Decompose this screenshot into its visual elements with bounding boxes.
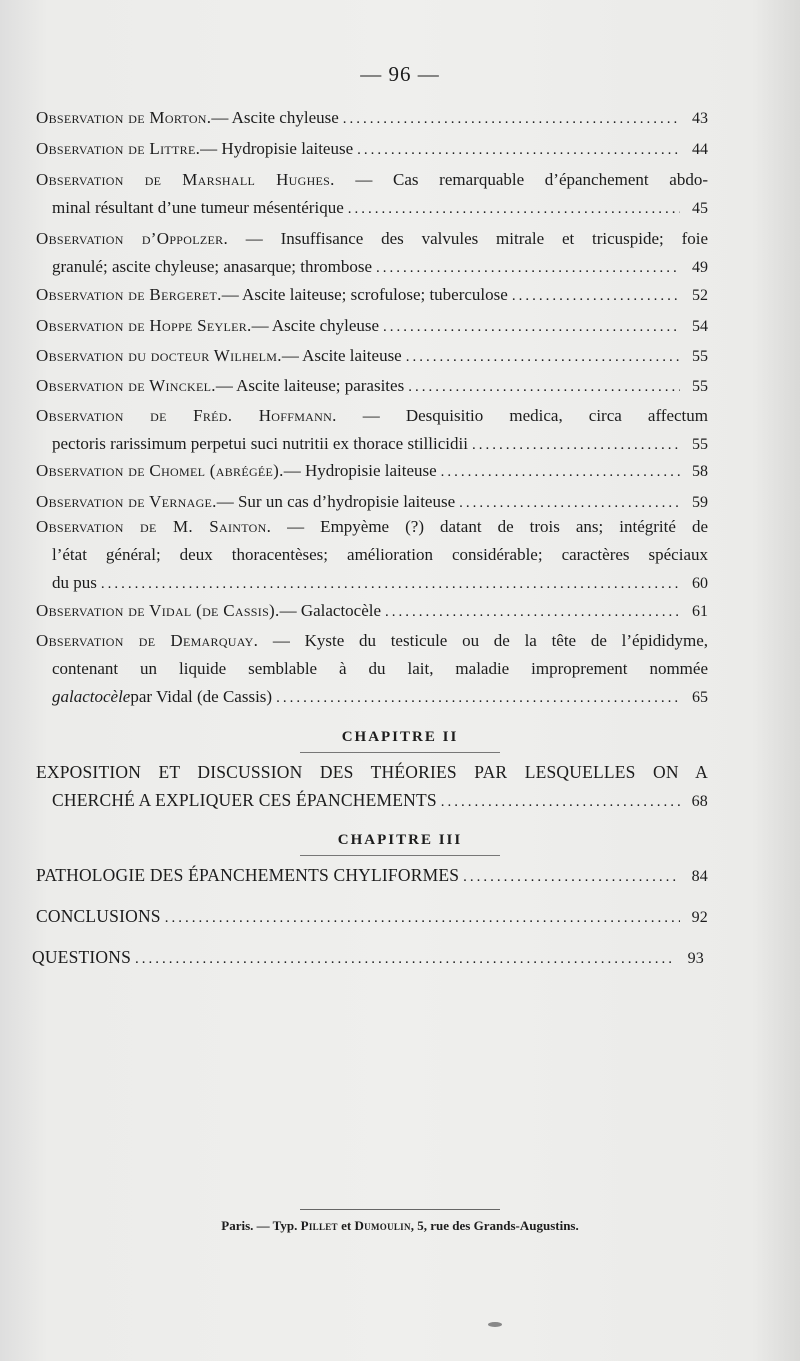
chapter-title: PATHOLOGIE DES ÉPANCHEMENTS CHYLIFORMES: [36, 865, 460, 885]
entry-page: 55: [692, 436, 708, 453]
entry-lead: Observation de M. Sainton.: [36, 517, 272, 536]
entry-text: — Insuffisance des valvules mitrale et tricuspide; foie: [228, 229, 709, 248]
leader-dots: [512, 282, 680, 310]
entry-lead: Observation de Littre.: [36, 139, 201, 158]
leader-dots: [383, 313, 680, 341]
toc-entry: [36, 457, 708, 486]
entry-page: 61: [692, 603, 708, 620]
entry-page: 45: [692, 200, 708, 217]
toc-entry: [36, 135, 708, 164]
entry-page: 58: [692, 463, 708, 480]
toc-entry: [36, 902, 708, 932]
toc-entry: [36, 627, 708, 712]
leader-dots: [441, 788, 680, 816]
entry-page: 54: [692, 318, 708, 335]
leader-dots: [135, 945, 676, 973]
entry-text: — Ascite laiteuse; parasites: [215, 376, 405, 395]
entry-continuation: pectoris rarissimum perpetui suci nutritii ex thorace stillicidii: [52, 434, 468, 453]
entry-text: — Empyème (?) datant de trois ans; intégrité de: [271, 517, 708, 536]
imprint-name-dumoulin: Dumoulin: [354, 1218, 411, 1233]
entry-page: 68: [691, 793, 708, 810]
chapter-heading: CHAPITRE II: [341, 729, 459, 745]
entry-lead: Observation de Fréd. Hoffmann.: [36, 406, 337, 425]
toc-entry: [36, 597, 708, 626]
leader-dots: [101, 570, 680, 598]
toc-entry: [36, 513, 708, 598]
toc-entry: [32, 943, 704, 973]
entry-page: 93: [687, 950, 704, 967]
leader-dots: [385, 598, 680, 626]
footer-rule: [300, 1209, 500, 1210]
entry-page: 43: [692, 110, 708, 127]
entry-page: 65: [692, 689, 708, 706]
entry-lead: Observation de Hoppe Seyler.: [36, 316, 252, 335]
toc-entry: [36, 225, 708, 282]
entry-continuation: l’état général; deux thoracentèses; amélioration considérable; caractères spéciaux: [52, 545, 708, 564]
toc-entry: [36, 372, 708, 401]
toc-entry: [36, 312, 708, 341]
entry-lead: Observation de Winckel.: [36, 376, 216, 395]
entry-lead: Observation de Marshall Hughes.: [36, 170, 335, 189]
entry-lead: Observation de Morton.: [36, 108, 212, 127]
entry-continuation: du pus: [52, 573, 97, 592]
entry-continuation: granulé; ascite chyleuse; anasarque; thrombose: [52, 257, 373, 276]
entry-text: — Ascite chyleuse: [251, 316, 380, 335]
entry-text: — Ascite chyleuse: [211, 108, 339, 127]
entry-text: — Galactocèle: [279, 601, 382, 620]
entry-lead: Observation d’Oppolzer.: [36, 229, 228, 248]
leader-dots: [441, 458, 680, 486]
leader-dots: [348, 195, 680, 223]
entry-italic-term: galactocèle: [52, 687, 131, 706]
entry-lead: Observation de Demarquay.: [36, 631, 259, 650]
imprint-address: , 5, rue des Grands-Augustins.: [410, 1218, 579, 1233]
entry-continuation: par Vidal (de Cassis): [130, 687, 273, 706]
entry-page: 59: [692, 494, 708, 511]
entry-text: — Ascite laiteuse: [281, 346, 402, 365]
entry-page: 55: [692, 348, 708, 365]
printer-imprint: [0, 1218, 800, 1234]
leader-dots: [408, 373, 680, 401]
imprint-name-pillet: Pillet: [300, 1218, 338, 1233]
leader-dots: [343, 105, 680, 133]
ink-smudge: [488, 1322, 502, 1327]
leader-dots: [463, 863, 680, 891]
entry-page: 92: [691, 909, 708, 926]
entry-lead: Observation de Vernage.: [36, 492, 217, 511]
toc-entry: [36, 281, 708, 310]
leader-dots: [357, 136, 680, 164]
leader-dots: [165, 904, 680, 932]
toc-entry: [36, 166, 708, 223]
page-number: — 96 —: [360, 62, 440, 86]
toc-entry: [36, 342, 708, 371]
chapter-heading: CHAPITRE III: [337, 832, 463, 848]
entry-page: 84: [691, 868, 708, 885]
chapter-rule: [300, 855, 500, 856]
leader-dots: [472, 431, 680, 459]
entry-continuation: contenant un liquide semblable à du lait, maladie improprement nommée: [52, 659, 708, 678]
entry-continuation: minal résultant d’une tumeur mésentérique: [52, 198, 344, 217]
entry-text: — Ascite laiteuse; scrofulose; tuberculose: [221, 285, 508, 304]
entry-text: — Hydropisie laiteuse: [200, 139, 354, 158]
entry-lead: Observation de Chomel (abrégée).: [36, 461, 284, 480]
chapter-title-continuation: CHERCHÉ A EXPLIQUER CES ÉPANCHEMENTS: [52, 790, 437, 810]
entry-page: 49: [692, 259, 708, 276]
entry-lead: Observation de Vidal (de Cassis).: [36, 601, 280, 620]
leader-dots: [406, 343, 680, 371]
entry-page: 55: [692, 378, 708, 395]
entry-page: 52: [692, 287, 708, 304]
entry-page: 44: [692, 141, 708, 158]
chapter-title: EXPOSITION ET DISCUSSION DES THÉORIES PAR LESQUELLES ON A: [36, 762, 708, 782]
leader-dots: [276, 684, 680, 712]
show-through-shadow: [20, 30, 34, 64]
questions-label: QUESTIONS: [32, 947, 132, 967]
leader-dots: [376, 254, 680, 282]
entry-text: — Sur un cas d’hydropisie laiteuse: [216, 492, 456, 511]
conclusions-label: CONCLUSIONS: [36, 906, 161, 926]
toc-entry: [36, 758, 708, 816]
entry-text: — Kyste du testicule ou de la tête de l’épididyme,: [258, 631, 708, 650]
entry-text: — Desquisitio medica, circa affectum: [336, 406, 708, 425]
entry-text: — Cas remarquable d’épanchement abdo-: [334, 170, 708, 189]
toc-entry: [36, 861, 708, 891]
entry-lead: Observation du docteur Wilhelm.: [36, 346, 282, 365]
chapter-rule: [300, 752, 500, 753]
toc-entry: [36, 104, 708, 133]
imprint-prefix: Paris. — Typ.: [221, 1218, 301, 1233]
entry-text: — Hydropisie laiteuse: [283, 461, 437, 480]
toc-entry: [36, 402, 708, 459]
entry-page: 60: [692, 575, 708, 592]
entry-lead: Observation de Bergeret.: [36, 285, 222, 304]
imprint-conjunction: et: [337, 1218, 355, 1233]
